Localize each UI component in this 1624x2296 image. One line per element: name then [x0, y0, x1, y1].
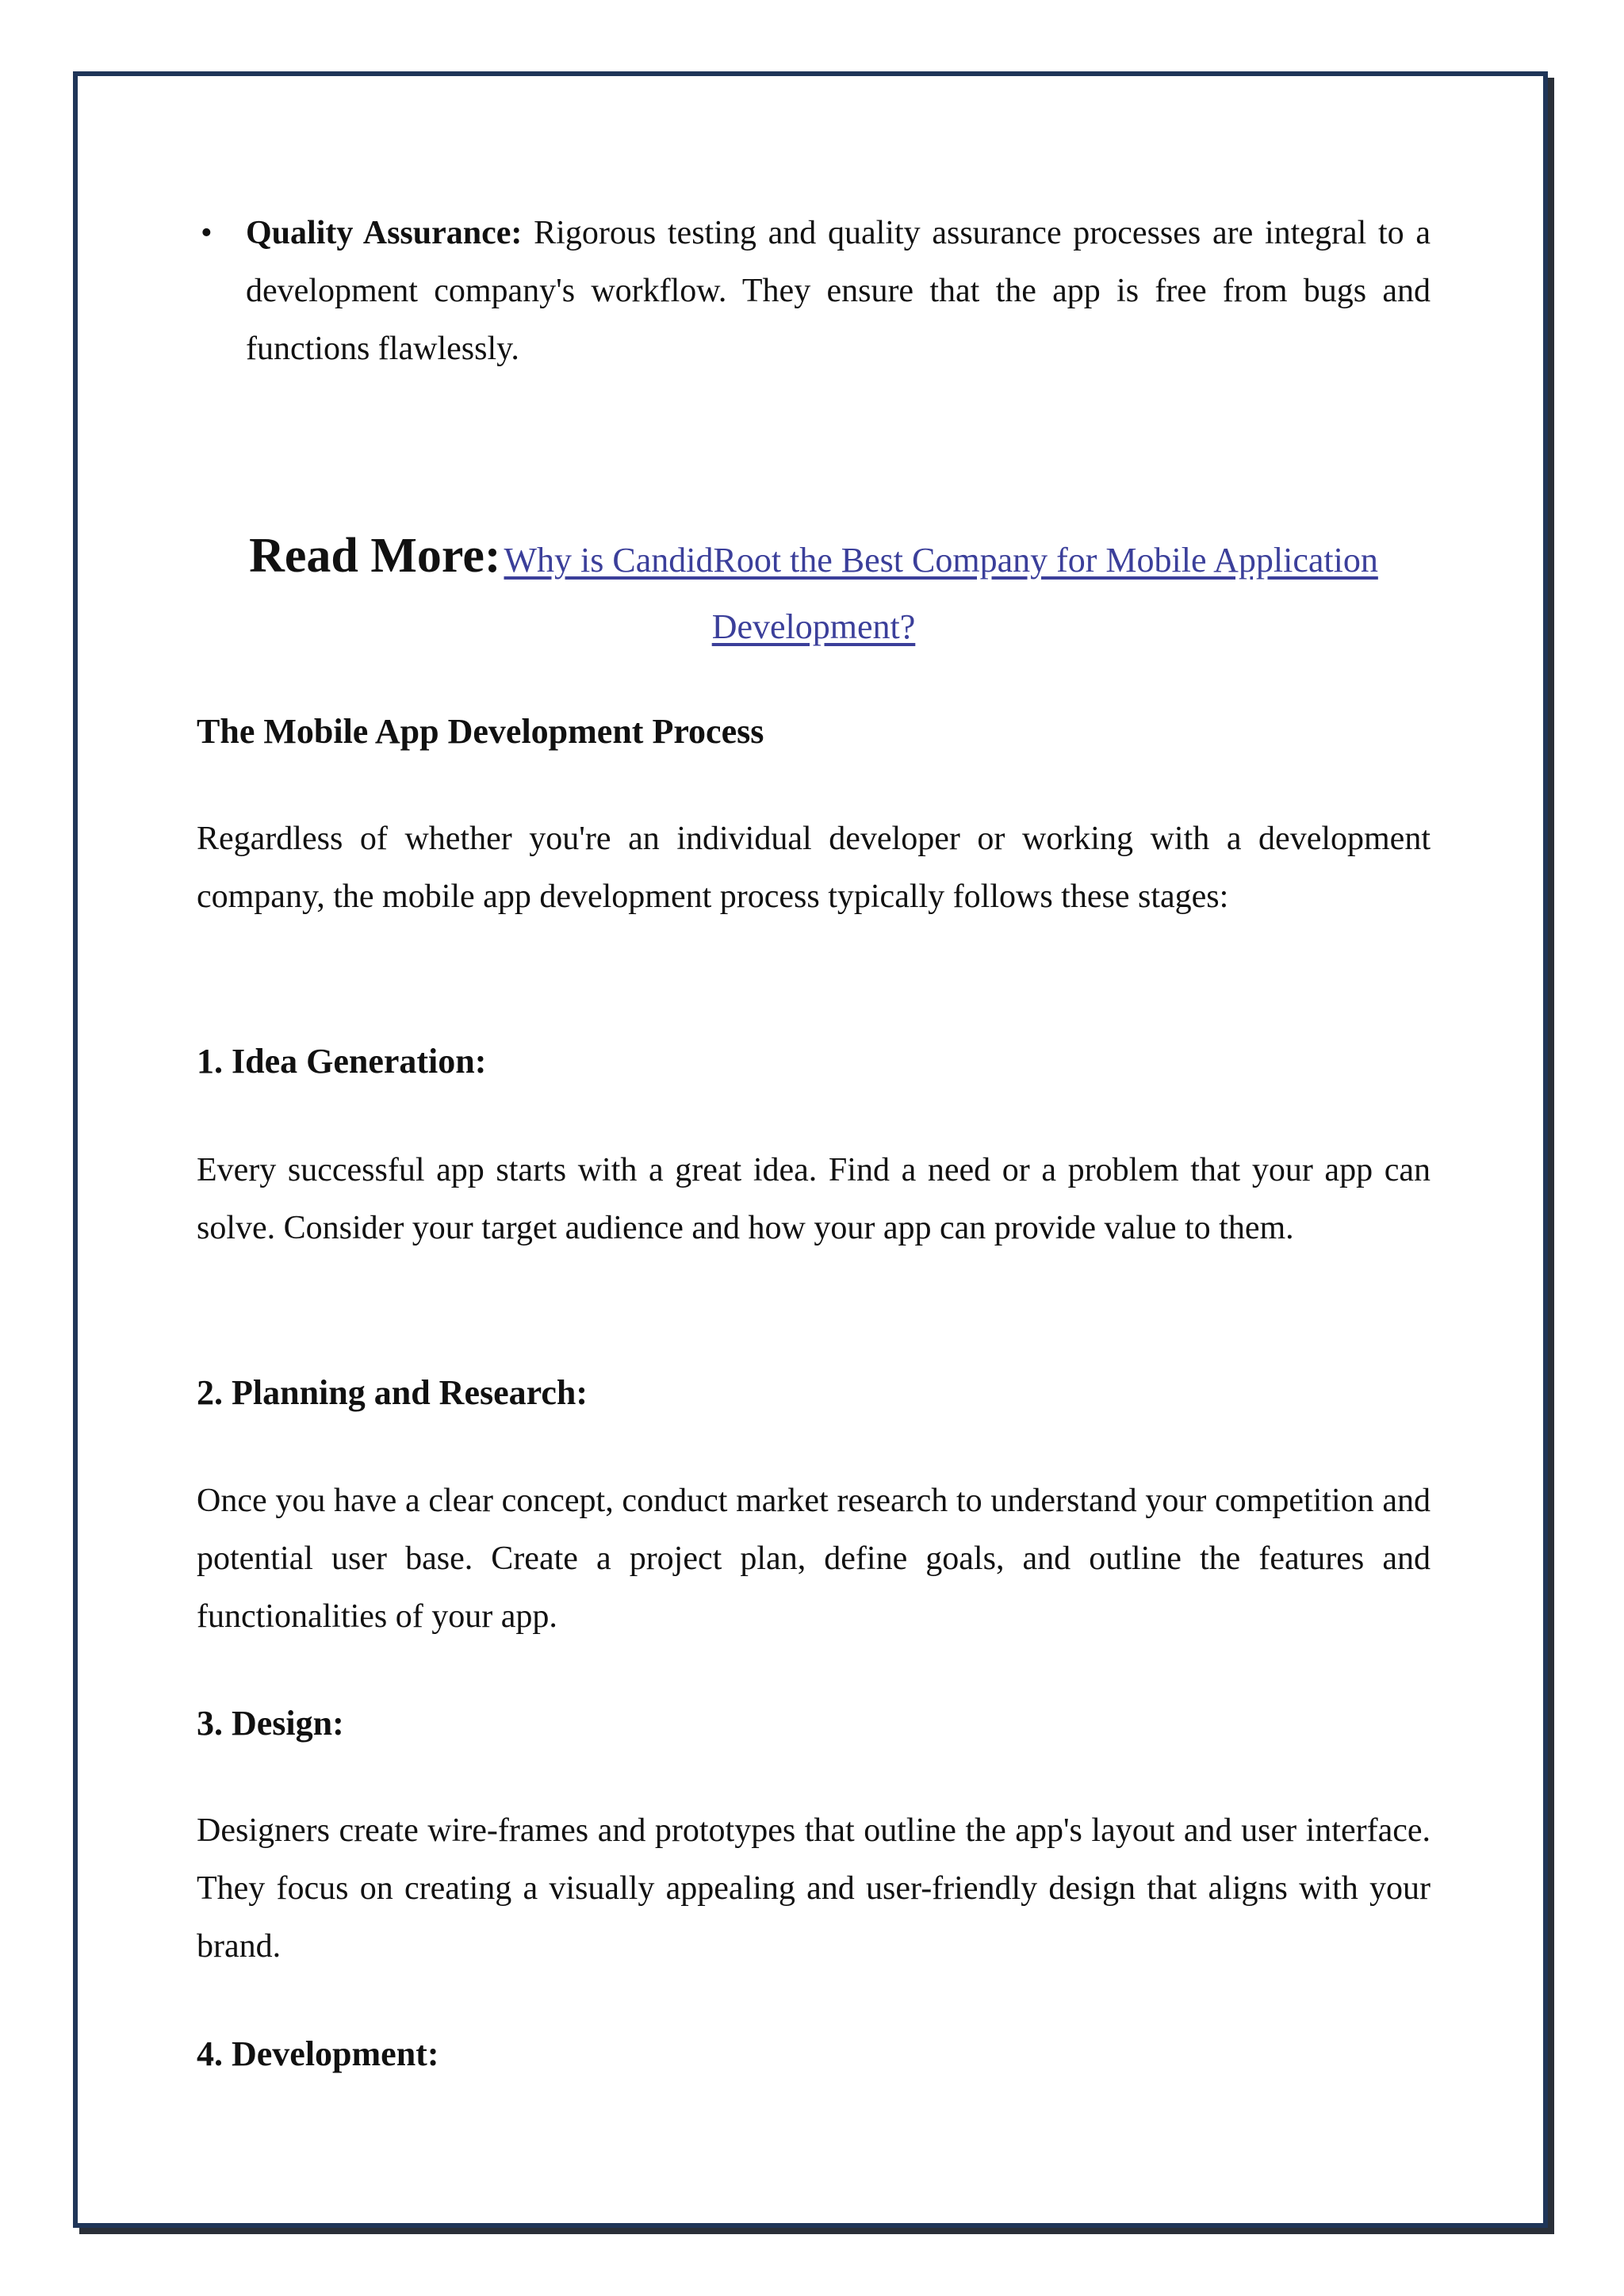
step-heading-planning-research: 2. Planning and Research:	[197, 1373, 588, 1412]
read-more-link[interactable]: Why is CandidRoot the Best Company for Mobile Application Development?	[504, 541, 1378, 646]
quality-assurance-bullet	[201, 205, 1431, 378]
step-heading-development: 4. Development:	[197, 2034, 439, 2073]
bullet-dot-icon: •	[201, 215, 213, 251]
step-text-idea-generation: Every successful app starts with a great idea. Find a need or a problem that your app can solve. Consider your target audience and how your app can provide value to them.	[197, 1152, 1431, 1246]
step-text-planning-research: Once you have a clear concept, conduct market research to understand your competition and potential user base. Create a project plan, define goals, and outline the features and functionalities of your app.	[197, 1483, 1431, 1635]
bullet-label: Quality Assurance:	[246, 215, 523, 251]
section-title: The Mobile App Development Process	[197, 712, 764, 751]
section-intro: Regardless of whether you're an individual developer or working with a development company, the mobile app development process typically follows these stages:	[197, 821, 1431, 915]
read-more-block	[197, 526, 1431, 664]
step-heading-idea-generation: 1. Idea Generation:	[197, 1042, 487, 1081]
step-heading-design: 3. Design:	[197, 1704, 344, 1743]
read-more-label: Read More:	[249, 529, 501, 583]
bullet-text: Rigorous testing and quality assurance processes are integral to a development company's workflow. They ensure that the app is free from bugs and functions flawlessly.	[246, 215, 1431, 367]
step-text-design: Designers create wire-frames and prototypes that outline the app's layout and user interface. They focus on creating a visually appealing and user-friendly design that aligns with your brand.	[197, 1812, 1431, 1965]
